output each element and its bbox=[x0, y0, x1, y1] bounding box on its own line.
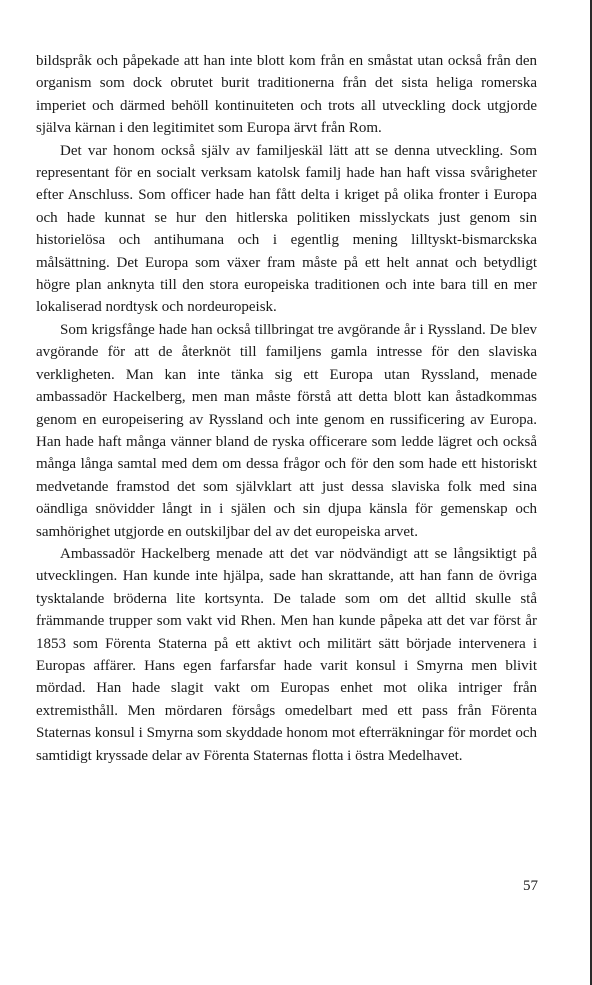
paragraph-2: Det var honom också själv av familjeskäl lätt att se denna utveckling. Som representant för en socialt verksam katolsk familj hade han haft vissa svårigheter efter Anschluss. Som officer hade han fått delta i kriget på olika fronter i Europa och hade kunnat se hur den hitlerska politiken misslyckats just genom sin historielösa och antihumana och i egentlig mening lilltyskt-bismarckska målsättning. Det Europa som växer fram måste på ett helt annat och betydligt högre plan anknyta till den stora europeiska traditionen och inte bara till en mer lokaliserad nordtysk och nordeuropeisk. bbox=[36, 142, 537, 316]
page-body bbox=[36, 50, 537, 767]
paragraph-3: Som krigsfånge hade han också tillbringat tre avgörande år i Ryssland. De blev avgörande för att de återknöt till familjens gamla intresse för den slaviska verkligheten. Man kan inte tänka sig ett Europa utan Ryssland, menade ambassadör Hackelberg, men man måste förstå att detta blott kan åstadkommas genom en europeisering av Ryssland och inte genom en russificering av Europa. Han hade haft många vänner bland de ryska officerare som ledde lägret och också många långa samtal med dem om dessa frågor och för den som hade ett historiskt medvetande framstod det som självklart att just dessa slaviska folk med sina oändliga snövidder långt in i själen och sin djupa känsla för gemenskap och samhörighet utgjorde en outskiljbar del av det europeiska arvet. bbox=[36, 321, 537, 540]
paragraph-4: Ambassadör Hackelberg menade att det var nödvändigt att se långsiktigt på utvecklingen. Han kunde inte hjälpa, sade han skrattande, att han fann de övriga tysktalande bröderna lite kortsynta. De talade som om det alltid skulle stå främmande trupper som vakt vid Rhen. Men han kunde påpeka att det var först år 1853 som Förenta Staterna på ett aktivt och militärt sätt började intervenera i Europas affärer. Hans egen farfarsfar hade varit konsul i Smyrna men blivit mördad. Han hade slagit vakt om Europas enhet mot olika intriger från extremisthåll. Men mördaren försågs omedelbart med ett pass från Förenta Staternas konsul i Smyrna som skyddade honom mot efterräkningar för mordet och samtidigt kryssade delar av Förenta Staternas flotta i östra Medelhavet. bbox=[36, 545, 537, 764]
page-number: 57 bbox=[523, 878, 538, 894]
paragraph-1: bildspråk och påpekade att han inte blott kom från en småstat utan också från den organism som dock obrutet burit traditionerna från det sista heliga romerska imperiet och därmed behöll kontinuiteten och trots all utveckling dock utgjorde själva kärnan i den legitimitet som Europa ärvt från Rom. bbox=[36, 53, 537, 137]
